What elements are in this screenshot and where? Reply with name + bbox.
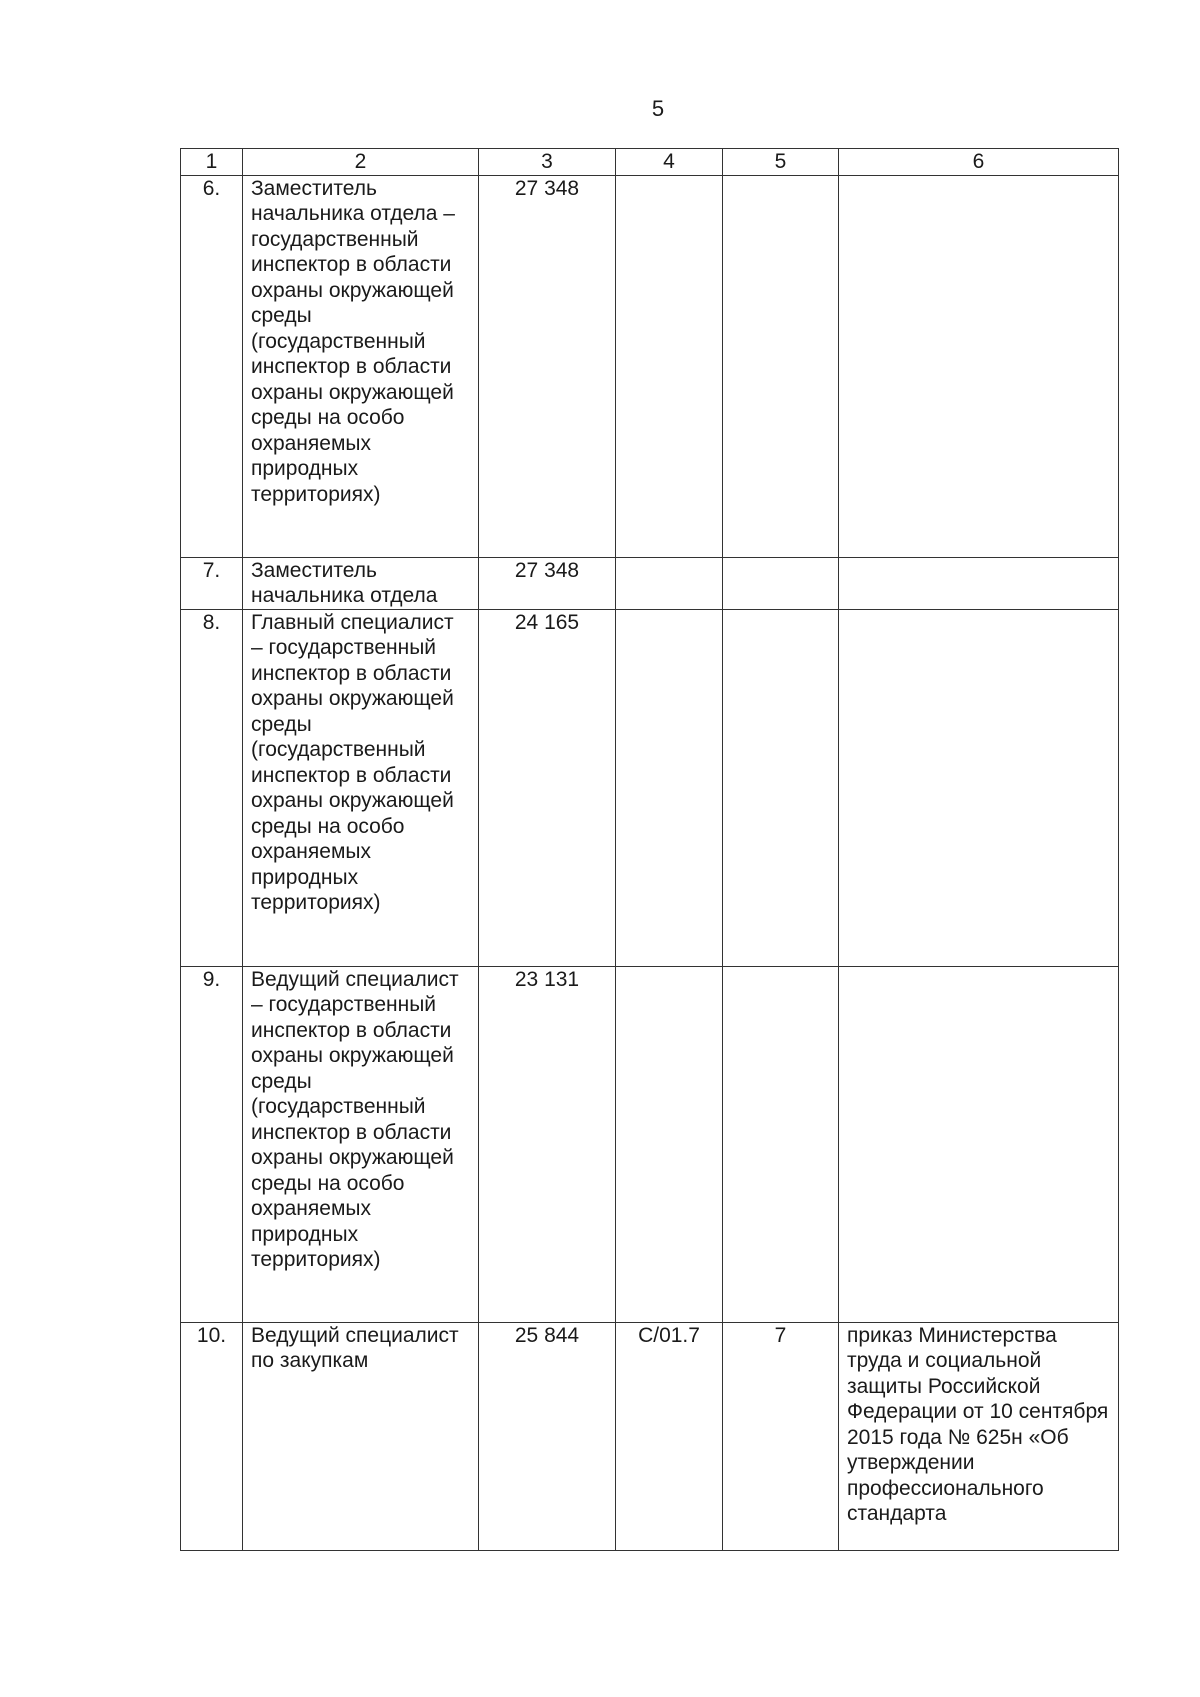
page-number: 5 — [651, 96, 665, 121]
table-row — [181, 1322, 1119, 1550]
legal-basis — [839, 609, 1119, 966]
header-cell: 6 — [839, 149, 1119, 176]
table-row — [181, 175, 1119, 557]
table-row — [181, 557, 1119, 609]
position-title: Ведущий специалист – государственный инспектор в области охраны окружающей среды (государственный инспектор в области охраны окружающей среды на особо охраняемых природных территориях) — [243, 966, 479, 1322]
qualification-level: 7 — [723, 1322, 839, 1550]
salary-value: 27 348 — [479, 557, 616, 609]
row-number: 7. — [181, 557, 243, 609]
salary-value: 24 165 — [479, 609, 616, 966]
qualification-level — [723, 175, 839, 557]
header-cell: 3 — [479, 149, 616, 176]
position-title: Заместитель начальника отдела — [243, 557, 479, 609]
function-code — [616, 966, 723, 1322]
row-number: 10. — [181, 1322, 243, 1550]
function-code — [616, 175, 723, 557]
row-number: 6. — [181, 175, 243, 557]
table-row — [181, 966, 1119, 1322]
staff-table — [180, 148, 1119, 1551]
qualification-level — [723, 609, 839, 966]
qualification-level — [723, 966, 839, 1322]
header-cell: 4 — [616, 149, 723, 176]
legal-basis — [839, 966, 1119, 1322]
legal-basis: приказ Министерства труда и социальной защиты Российской Федерации от 10 сентября 2015 года № 625н «Об утверждении профессионального стандарта — [839, 1322, 1119, 1550]
table-header-row — [181, 149, 1119, 176]
table-row — [181, 609, 1119, 966]
legal-basis — [839, 557, 1119, 609]
qualification-level — [723, 557, 839, 609]
header-cell: 5 — [723, 149, 839, 176]
header-cell: 1 — [181, 149, 243, 176]
function-code — [616, 557, 723, 609]
position-title: Главный специалист – государственный инспектор в области охраны окружающей среды (государственный инспектор в области охраны окружающей среды на особо охраняемых природных территориях) — [243, 609, 479, 966]
salary-value: 27 348 — [479, 175, 616, 557]
salary-value: 23 131 — [479, 966, 616, 1322]
header-cell: 2 — [243, 149, 479, 176]
salary-value: 25 844 — [479, 1322, 616, 1550]
row-number: 8. — [181, 609, 243, 966]
position-title: Заместитель начальника отдела – государственный инспектор в области охраны окружающей среды (государственный инспектор в области охраны окружающей среды на особо охраняемых природных территориях) — [243, 175, 479, 557]
position-title: Ведущий специалист по закупкам — [243, 1322, 479, 1550]
function-code — [616, 609, 723, 966]
row-number: 9. — [181, 966, 243, 1322]
function-code: С/01.7 — [616, 1322, 723, 1550]
legal-basis — [839, 175, 1119, 557]
